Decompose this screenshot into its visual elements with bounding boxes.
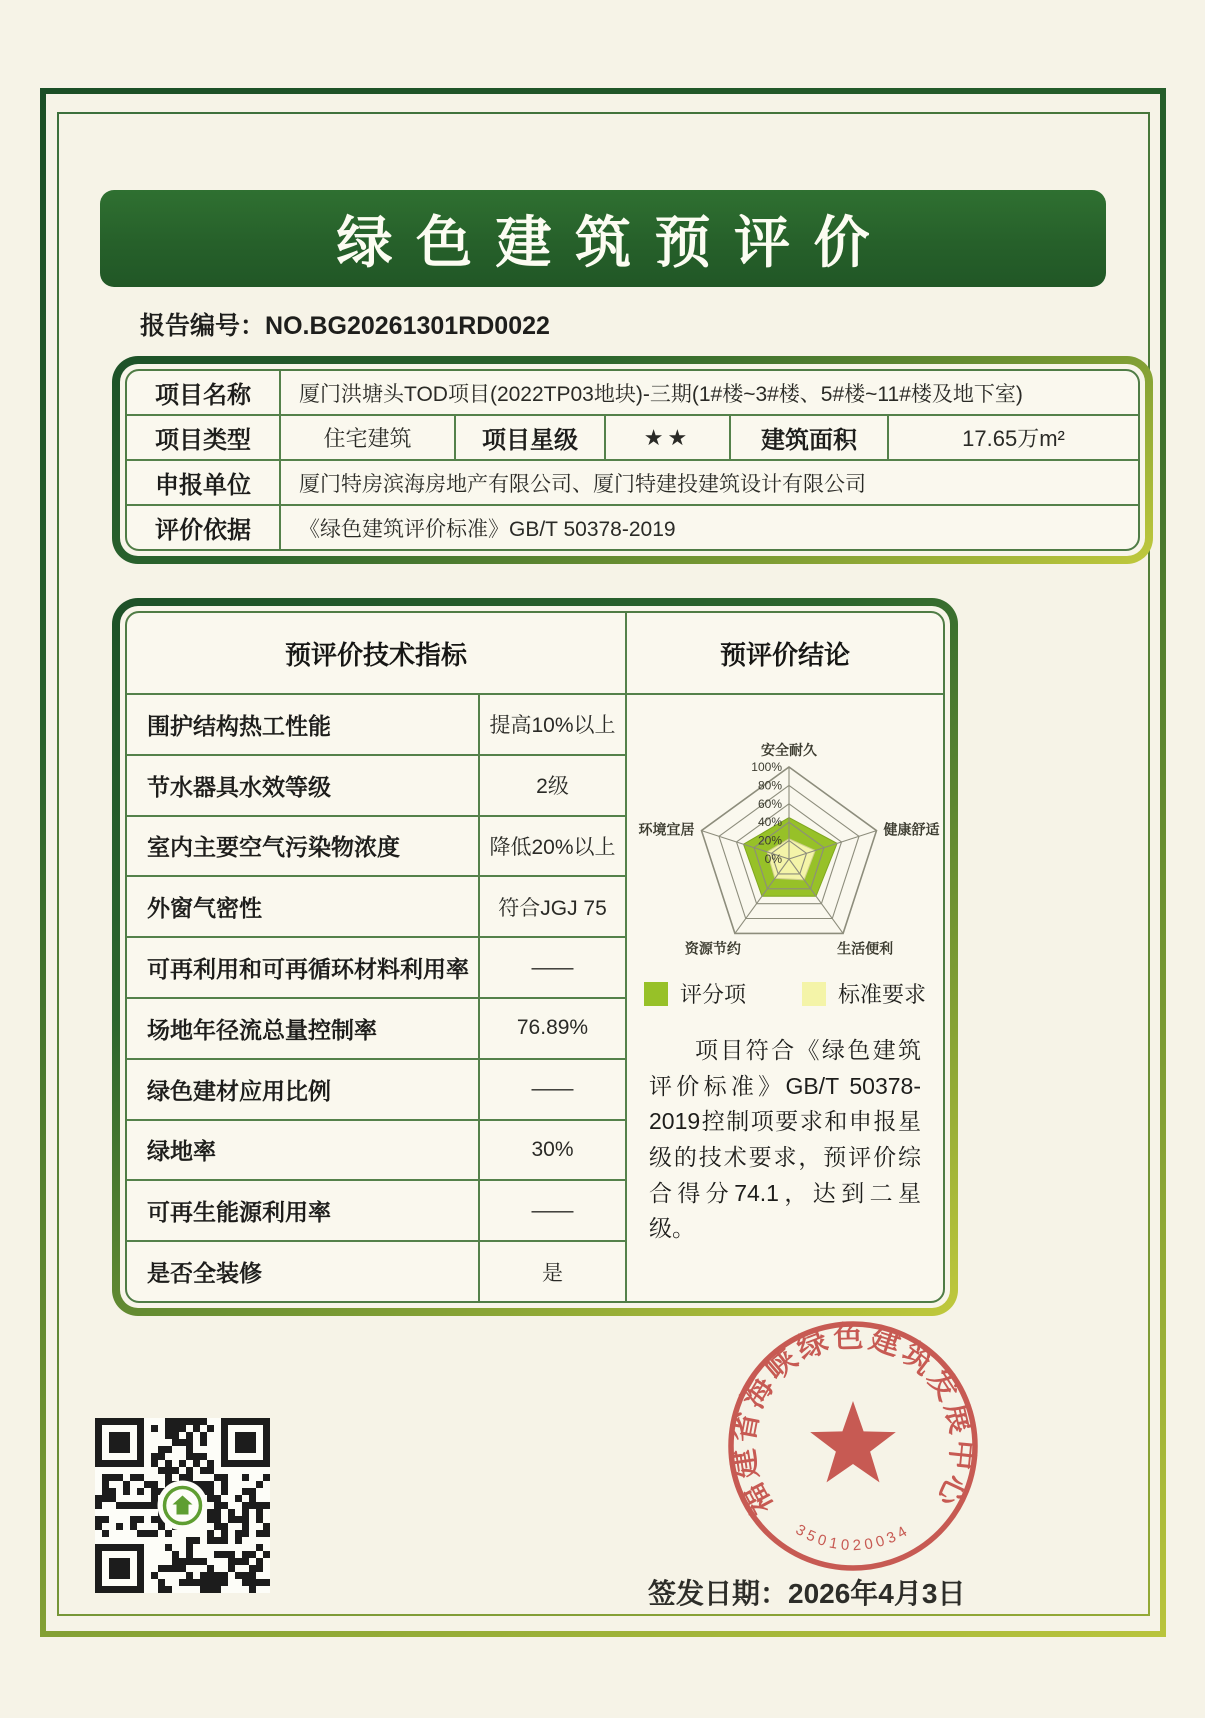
legend-swatch-scoring xyxy=(644,982,668,1006)
svg-text:0%: 0% xyxy=(764,852,782,866)
basis-row xyxy=(127,504,1138,549)
indicator-label: 围护结构热工性能 xyxy=(147,712,331,739)
svg-text:健康舒适: 健康舒适 xyxy=(883,821,940,838)
indicator-value: 30% xyxy=(478,1121,625,1180)
radar-legend xyxy=(644,978,926,1009)
conclusion-text: 项目符合《绿色建筑评价标准》GB/T 50378-2019控制项要求和申报星级的技术要求，预评价综合得分74.1，达到二星级。 xyxy=(649,1037,921,1242)
indicator-value: —— xyxy=(478,1181,625,1240)
table-row xyxy=(127,997,625,1058)
table-row xyxy=(127,936,625,997)
conclusion-header: 预评价结论 xyxy=(625,613,943,693)
indicator-label: 可再利用和可再循环材料利用率 xyxy=(147,956,469,983)
issue-date-value: 2026年4月3日 xyxy=(788,1578,966,1609)
legend-swatch-standard xyxy=(802,982,826,1006)
project-name-row xyxy=(127,371,1138,414)
page-title: 绿色建筑预评价 xyxy=(336,210,894,274)
indicator-value: —— xyxy=(478,938,625,997)
indicator-value: 2级 xyxy=(478,756,625,815)
title-banner xyxy=(100,190,1106,287)
project-type-value: 住宅建筑 xyxy=(279,416,454,459)
project-type-label: 项目类型 xyxy=(155,427,251,454)
legend-label-standard: 标准要求 xyxy=(838,982,927,1007)
svg-text:100%: 100% xyxy=(751,760,782,774)
indicator-label: 节水器具水效等级 xyxy=(147,773,331,800)
table-row xyxy=(127,1179,625,1240)
indicator-rows xyxy=(127,695,625,1301)
indicator-label: 绿色建材应用比例 xyxy=(147,1077,331,1104)
svg-text:资源节约: 资源节约 xyxy=(684,940,741,957)
indicator-value: —— xyxy=(478,1060,625,1119)
evaluation-table-header xyxy=(127,613,943,695)
svg-text:60%: 60% xyxy=(757,796,782,811)
indicator-label: 外窗气密性 xyxy=(147,895,262,922)
table-row xyxy=(127,695,625,754)
svg-text:80%: 80% xyxy=(757,778,782,793)
qr-code xyxy=(95,1418,270,1598)
table-row xyxy=(127,815,625,876)
indicator-label: 场地年径流总量控制率 xyxy=(147,1016,377,1043)
indicator-value: 降低20%以上 xyxy=(478,817,625,876)
legend-item-scoring xyxy=(644,978,746,1009)
indicators-header: 预评价技术指标 xyxy=(284,639,467,670)
project-name-value: 厦门洪塘头TOD项目(2022TP03地块)-三期(1#楼~3#楼、5#楼~11#楼及地下室) xyxy=(279,371,1138,414)
indicator-value: 76.89% xyxy=(478,999,625,1058)
indicator-value: 提高10%以上 xyxy=(478,695,625,754)
svg-text:20%: 20% xyxy=(757,833,782,848)
legend-item-standard xyxy=(802,978,926,1009)
building-area-value: 17.65万m² xyxy=(887,416,1138,459)
indicator-label: 可再生能源利用率 xyxy=(147,1199,331,1226)
star-rating-value: ★★ xyxy=(604,416,729,459)
issue-date-label: 签发日期： xyxy=(648,1578,789,1609)
report-number-value: NO.BG20261301RD0022 xyxy=(265,312,550,340)
applicant-label: 申报单位 xyxy=(155,472,251,499)
svg-text:安全耐久: 安全耐久 xyxy=(761,742,817,758)
stamp-number-text: 3501020034 xyxy=(792,1521,914,1555)
indicator-label: 室内主要空气污染物浓度 xyxy=(147,834,400,861)
table-row xyxy=(127,754,625,815)
issue-date-line xyxy=(648,1572,965,1612)
indicator-value: 是 xyxy=(478,1242,625,1301)
stamp-org-text: 福建省海峡绿色建筑发展中心 xyxy=(726,1320,980,1520)
indicator-label: 绿地率 xyxy=(147,1138,216,1165)
applicant-row xyxy=(127,459,1138,504)
project-info-table xyxy=(112,356,1153,564)
evaluation-table xyxy=(112,598,958,1316)
report-number-label: 报告编号： xyxy=(140,312,266,340)
table-row xyxy=(127,1240,625,1301)
basis-label: 评价依据 xyxy=(155,517,251,544)
svg-text:40%: 40% xyxy=(757,815,782,830)
svg-text:环境宜居: 环境宜居 xyxy=(638,821,695,838)
indicator-value: 符合JGJ 75 xyxy=(478,877,625,936)
report-number-line xyxy=(140,306,550,342)
table-row xyxy=(127,875,625,936)
star-rating-label: 项目星级 xyxy=(454,416,604,459)
project-type-row xyxy=(127,414,1138,459)
indicator-label: 是否全装修 xyxy=(147,1260,262,1287)
table-row xyxy=(127,1119,625,1180)
legend-label-scoring: 评分项 xyxy=(679,982,746,1007)
basis-value: 《绿色建筑评价标准》GB/T 50378-2019 xyxy=(279,506,1138,549)
building-area-label: 建筑面积 xyxy=(729,416,887,459)
applicant-value: 厦门特房滨海房地产有限公司、厦门特建投建筑设计有限公司 xyxy=(279,461,1138,504)
conclusion-column xyxy=(625,695,943,1301)
table-row xyxy=(127,1058,625,1119)
radar-chart xyxy=(627,709,943,976)
svg-text:生活便利: 生活便利 xyxy=(837,940,894,957)
project-name-label: 项目名称 xyxy=(155,382,251,409)
